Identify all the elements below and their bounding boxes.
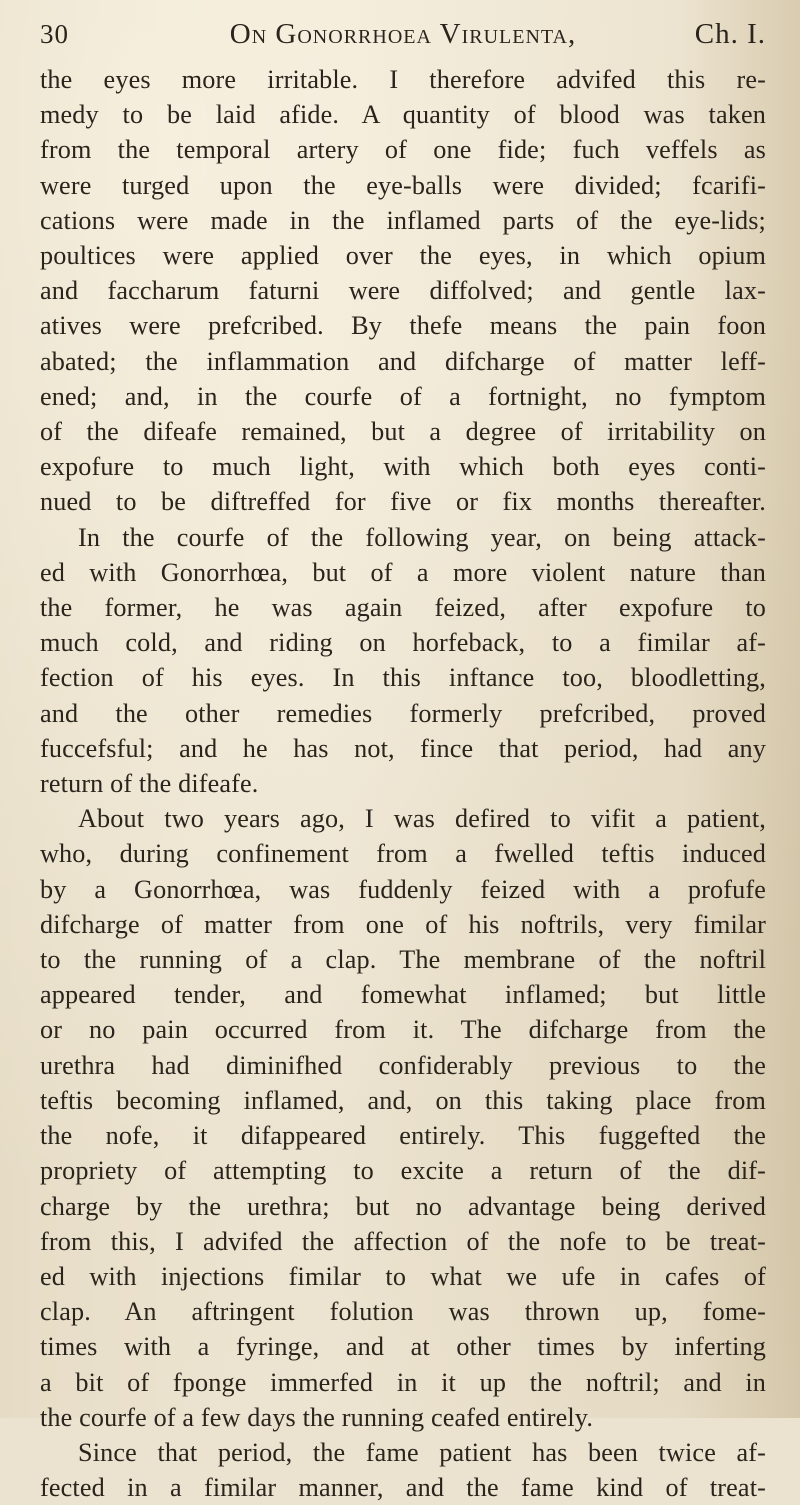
text-line: the eyes more irritable. I therefore advifed this re-	[40, 65, 766, 94]
text-line: charge by the urethra; but no advantage being derived	[40, 1191, 766, 1221]
text-line: ened; and, in the courfe of a fortnight, no fymptom	[40, 381, 766, 411]
text-line: the nofe, it difappeared entirely. This fuggefted the	[40, 1121, 766, 1151]
text-line: clap. An aftringent folution was thrown up, fome-	[40, 1297, 766, 1327]
text-line: atives were prefcribed. By thefe means the pain foon	[40, 311, 766, 341]
paragraph-start-line: About two years ago, I was defired to vifit a patient,	[78, 804, 766, 834]
text-line: teftis becoming inflamed, and, on this taking place from	[40, 1085, 766, 1115]
text-line: or no pain occurred from it. The difcharge from the	[40, 1015, 766, 1045]
text-line: ed with Gonorrhœa, but of a more violent nature than	[40, 557, 766, 587]
text-line: cations were made in the inflamed parts of the eye-lids;	[40, 205, 766, 235]
text-line: expofure to much light, with which both eyes conti-	[40, 452, 766, 482]
text-line: abated; the inflammation and difcharge of matter leff-	[40, 346, 766, 376]
text-line: who, during confinement from a fwelled teftis induced	[40, 839, 766, 869]
running-head	[40, 18, 766, 58]
text-line: were turged upon the eye-balls were divided; fcarifi-	[40, 170, 766, 200]
paragraph-end-line: the courfe of a few days the running ceafed entirely.	[40, 1402, 594, 1432]
running-title: On Gonorrhoea Virulenta,	[229, 18, 577, 50]
text-line: propriety of attempting to excite a return of the dif-	[40, 1156, 766, 1186]
chapter-marker: Ch. I.	[694, 18, 766, 50]
paragraph-end-line: return of the difeafe.	[40, 769, 259, 799]
text-line: and faccharum faturni were diffolved; and gentle lax-	[40, 276, 766, 306]
text-line: ed with injections fimilar to what we ufe in cafes of	[40, 1261, 766, 1291]
body-text	[40, 62, 766, 1505]
text-line: times with a fyringe, and at other times by inferting	[40, 1332, 766, 1362]
text-line: poultices were applied over the eyes, in which opium	[40, 241, 766, 271]
text-line: from this, I advifed the affection of the nofe to be treat-	[40, 1226, 766, 1256]
text-line: of the difeafe remained, but a degree of irritability on	[40, 417, 766, 447]
text-line: to the running of a clap. The membrane of the noftril	[40, 945, 766, 975]
text-line: the former, he was again feized, after expofure to	[40, 593, 766, 623]
paragraph-start-line: In the courfe of the following year, on being attack-	[78, 522, 766, 552]
text-line: fection of his eyes. In this inftance too, bloodletting,	[40, 663, 766, 693]
text-line: much cold, and riding on horfeback, to a fimilar af-	[40, 628, 766, 658]
text-line: difcharge of matter from one of his noftrils, very fimilar	[40, 909, 766, 939]
text-line: medy to be laid afide. A quantity of blood was taken	[40, 100, 766, 130]
text-line: fected in a fimilar manner, and the fame kind of treat-	[40, 1473, 766, 1503]
text-line: by a Gonorrhœa, was fuddenly feized with a profufe	[40, 874, 766, 904]
page-number: 30	[40, 19, 69, 49]
text-line: and the other remedies formerly prefcribed, proved	[40, 698, 766, 728]
text-line: fuccefsful; and he has not, fince that period, had any	[40, 733, 766, 763]
text-line: from the temporal artery of one fide; fuch veffels as	[40, 135, 766, 165]
text-line: a bit of fponge immerfed in it up the noftril; and in	[40, 1367, 766, 1397]
paragraph-start-line: Since that period, the fame patient has been twice af-	[78, 1437, 766, 1467]
text-line: urethra had diminifhed confiderably previous to the	[40, 1050, 766, 1080]
text-line: appeared tender, and fomewhat inflamed; but little	[40, 980, 766, 1010]
text-line: nued to be diftreffed for five or fix months thereafter.	[40, 487, 766, 517]
